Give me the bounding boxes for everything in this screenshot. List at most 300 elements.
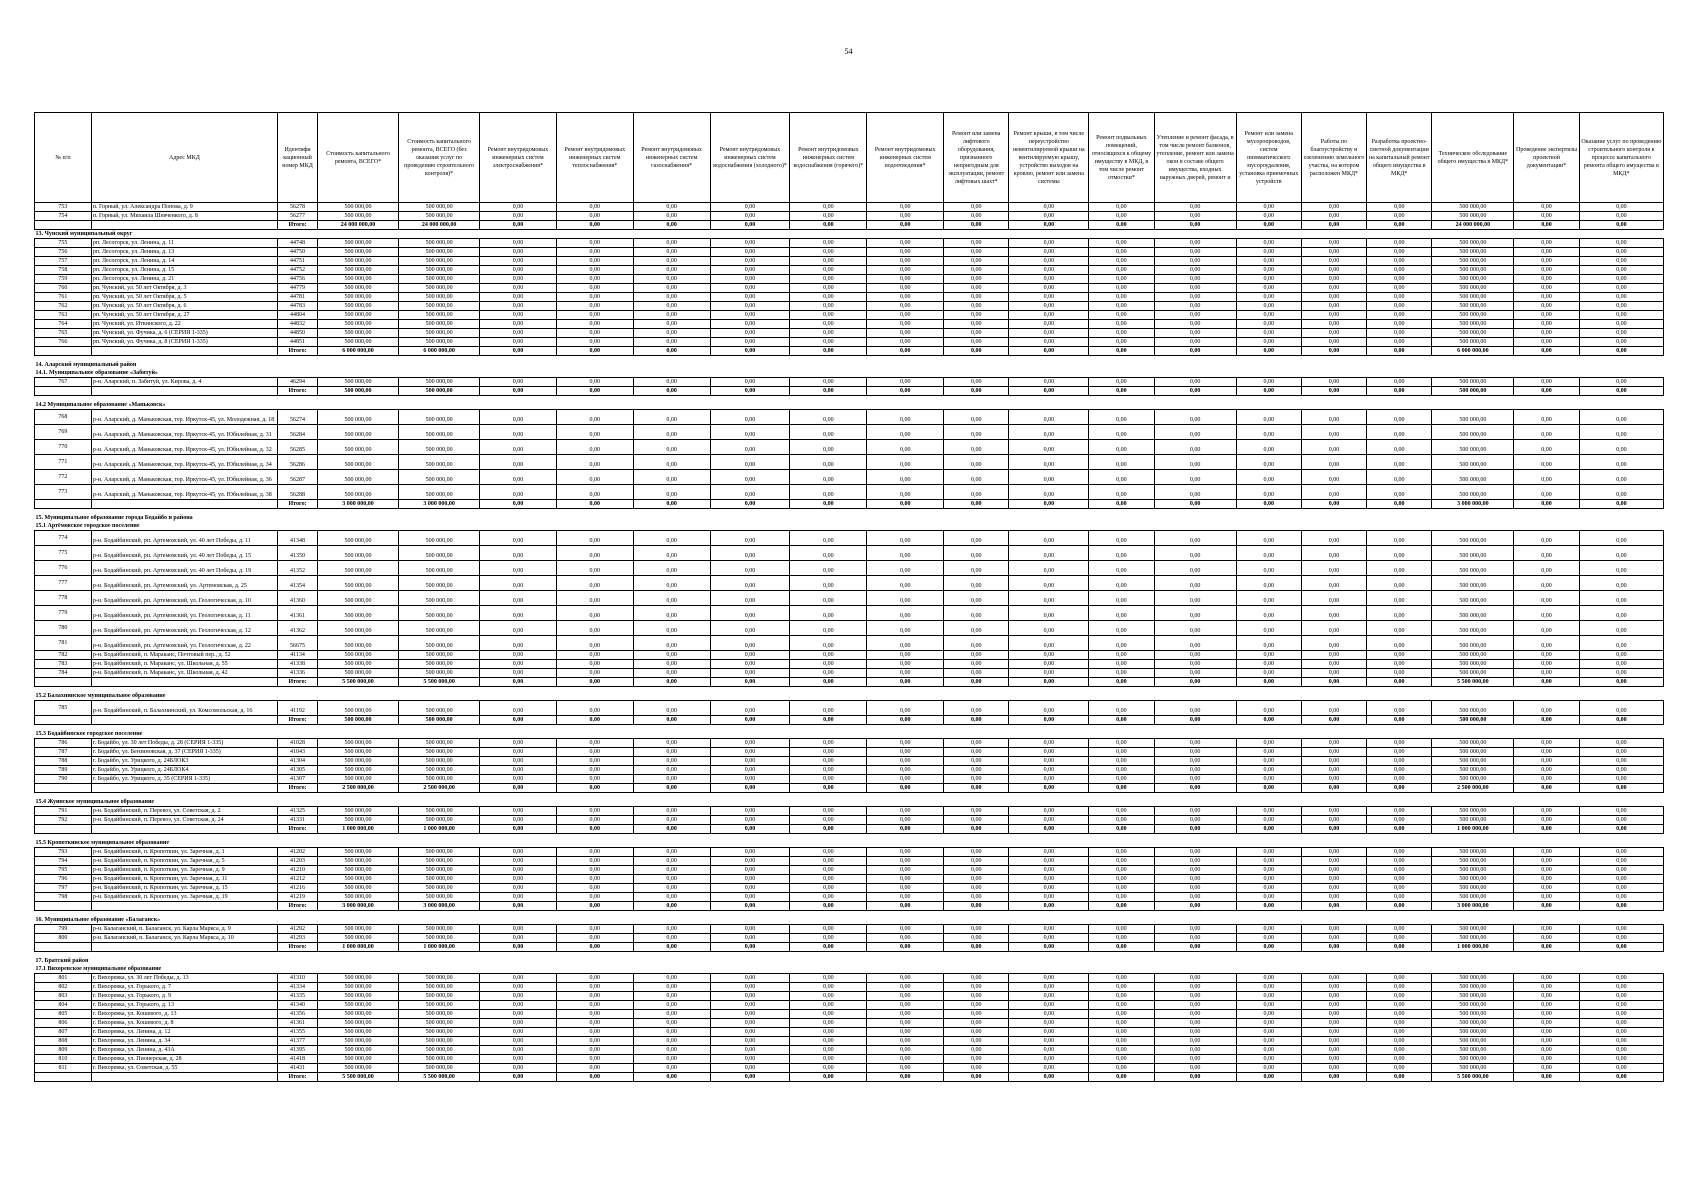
work-value-cell: 0,00: [1009, 866, 1089, 875]
work-value-cell: 0,00: [867, 669, 944, 678]
work-value-cell: 0,00: [480, 636, 557, 651]
work-value-cell: 0,00: [1236, 203, 1301, 212]
row-number-cell: 794: [35, 857, 92, 866]
work-value-cell: 0,00: [790, 591, 867, 606]
work-value-cell: 0,00: [944, 485, 1009, 500]
construction-control-cell: 0,00: [1579, 1010, 1663, 1019]
work-value-cell: 0,00: [790, 848, 867, 857]
work-value-cell: 0,00: [710, 606, 790, 621]
cost-without-control-cell: 500 000,00: [399, 531, 480, 546]
row-number-cell: 765: [35, 329, 92, 338]
technical-survey-cell: 500 000,00: [1432, 531, 1514, 546]
work-value-cell: 0,00: [710, 1028, 790, 1037]
cost-without-control-cell: 2 500 000,00: [399, 784, 480, 793]
work-value-cell: 0,00: [633, 1046, 710, 1055]
work-value-cell: 0,00: [480, 716, 557, 725]
expertise-cell: 0,00: [1514, 338, 1579, 347]
work-value-cell: 0,00: [1236, 470, 1301, 485]
work-value-cell: 0,00: [1009, 500, 1089, 509]
work-value-cell: 0,00: [1236, 284, 1301, 293]
building-id-cell: 41304: [278, 757, 318, 766]
work-value-cell: 0,00: [710, 470, 790, 485]
row-number-cell: 773: [35, 485, 92, 500]
total-row: [35, 1073, 1664, 1082]
work-value-cell: 0,00: [1009, 848, 1089, 857]
cost-without-control-cell: 24 000 000,00: [399, 221, 480, 230]
work-value-cell: 0,00: [1089, 848, 1154, 857]
work-value-cell: 0,00: [710, 248, 790, 257]
work-value-cell: 0,00: [1089, 807, 1154, 816]
construction-control-cell: 0,00: [1579, 455, 1663, 470]
expertise-cell: 0,00: [1514, 857, 1579, 866]
address-cell: [91, 716, 277, 725]
work-value-cell: 0,00: [1367, 934, 1432, 943]
expertise-cell: 0,00: [1514, 716, 1579, 725]
technical-survey-cell: 500 000,00: [1432, 1046, 1514, 1055]
work-value-cell: 0,00: [1236, 807, 1301, 816]
work-value-cell: 0,00: [1301, 766, 1366, 775]
row-number-cell: 783: [35, 660, 92, 669]
work-value-cell: 0,00: [710, 239, 790, 248]
cost-without-control-cell: 500 000,00: [399, 739, 480, 748]
work-value-cell: 0,00: [480, 546, 557, 561]
work-value-cell: 0,00: [710, 531, 790, 546]
work-value-cell: 0,00: [1301, 485, 1366, 500]
work-value-cell: 0,00: [1367, 455, 1432, 470]
work-value-cell: 0,00: [1367, 825, 1432, 834]
work-value-cell: 0,00: [1367, 378, 1432, 387]
expertise-cell: 0,00: [1514, 848, 1579, 857]
expertise-cell: 0,00: [1514, 757, 1579, 766]
work-value-cell: 0,00: [1367, 857, 1432, 866]
work-value-cell: 0,00: [710, 884, 790, 893]
work-value-cell: 0,00: [1089, 266, 1154, 275]
work-value-cell: 0,00: [1236, 455, 1301, 470]
work-value-cell: 0,00: [867, 455, 944, 470]
work-value-cell: 0,00: [1089, 775, 1154, 784]
construction-control-cell: 0,00: [1579, 739, 1663, 748]
work-value-cell: 0,00: [710, 1055, 790, 1064]
row-number-cell: 788: [35, 757, 92, 766]
cost-without-control-cell: 500 000,00: [399, 470, 480, 485]
address-cell: [91, 500, 277, 509]
work-value-cell: 0,00: [1236, 701, 1301, 716]
work-value-cell: 0,00: [1009, 893, 1089, 902]
expertise-cell: 0,00: [1514, 440, 1579, 455]
work-value-cell: 0,00: [790, 983, 867, 992]
technical-survey-cell: 500 000,00: [1432, 974, 1514, 983]
building-id-cell: 41134: [278, 651, 318, 660]
section-heading: 14. Аларский муниципальный район: [35, 362, 137, 368]
work-value-cell: 0,00: [633, 701, 710, 716]
expertise-cell: 0,00: [1514, 1073, 1579, 1082]
work-value-cell: 0,00: [710, 561, 790, 576]
total-label-cell: Итого:: [278, 678, 318, 687]
construction-control-cell: 0,00: [1579, 651, 1663, 660]
building-id-cell: 41418: [278, 1055, 318, 1064]
cost-without-control-cell: 500 000,00: [399, 410, 480, 425]
work-value-cell: 0,00: [480, 248, 557, 257]
work-value-cell: 0,00: [944, 320, 1009, 329]
work-value-cell: 0,00: [556, 329, 633, 338]
cost-without-control-cell: 500 000,00: [399, 338, 480, 347]
work-value-cell: 0,00: [1236, 248, 1301, 257]
work-value-cell: 0,00: [633, 221, 710, 230]
work-value-cell: 0,00: [944, 934, 1009, 943]
cost-total-cell: 500 000,00: [318, 606, 399, 621]
cost-total-cell: 500 000,00: [318, 669, 399, 678]
work-value-cell: 0,00: [790, 329, 867, 338]
work-value-cell: 0,00: [1301, 893, 1366, 902]
work-value-cell: 0,00: [1236, 410, 1301, 425]
expertise-cell: 0,00: [1514, 275, 1579, 284]
work-value-cell: 0,00: [480, 875, 557, 884]
technical-survey-cell: 500 000,00: [1432, 925, 1514, 934]
work-value-cell: 0,00: [1009, 257, 1089, 266]
work-value-cell: 0,00: [480, 825, 557, 834]
work-value-cell: 0,00: [1154, 925, 1236, 934]
work-value-cell: 0,00: [1367, 275, 1432, 284]
technical-survey-cell: 500 000,00: [1432, 775, 1514, 784]
work-value-cell: 0,00: [790, 701, 867, 716]
expertise-cell: 0,00: [1514, 816, 1579, 825]
work-value-cell: 0,00: [556, 320, 633, 329]
work-value-cell: 0,00: [710, 485, 790, 500]
work-value-cell: 0,00: [867, 302, 944, 311]
work-value-cell: 0,00: [1154, 293, 1236, 302]
work-value-cell: 0,00: [1089, 866, 1154, 875]
row-number-cell: 775: [35, 546, 92, 561]
work-value-cell: 0,00: [1154, 387, 1236, 396]
building-id-cell: 41348: [278, 531, 318, 546]
cost-without-control-cell: 500 000,00: [399, 1037, 480, 1046]
column-header: Стоимость капитального ремонта, ВСЕГО (без оказания услуг по проведению строительного контроля)*: [399, 113, 480, 203]
work-value-cell: 0,00: [556, 848, 633, 857]
work-value-cell: 0,00: [867, 425, 944, 440]
section-heading: 15. Муниципальное образование города Бодайбо и района: [35, 515, 193, 521]
column-header: Ремонт внутридомовых инженерных систем электроснабжения*: [480, 113, 557, 203]
work-value-cell: 0,00: [1154, 943, 1236, 952]
work-value-cell: 0,00: [867, 1064, 944, 1073]
section-heading-row: [35, 798, 1664, 807]
building-id-cell: 56278: [278, 203, 318, 212]
work-value-cell: 0,00: [790, 266, 867, 275]
work-value-cell: 0,00: [556, 739, 633, 748]
total-row: [35, 943, 1664, 952]
section-heading-row: [35, 839, 1664, 848]
address-cell: р-н. Бодайбинский, п. Кропоткин, ул. Заречная, д. 11: [91, 875, 277, 884]
address-cell: р-н. Бодайбинский, рп. Артемовский, ул. Артемовская, д. 25: [91, 576, 277, 591]
work-value-cell: 0,00: [1236, 784, 1301, 793]
building-id-cell: 41431: [278, 1064, 318, 1073]
work-value-cell: 0,00: [710, 257, 790, 266]
building-id-cell: 41219: [278, 893, 318, 902]
work-value-cell: 0,00: [1089, 320, 1154, 329]
work-value-cell: 0,00: [556, 636, 633, 651]
work-value-cell: 0,00: [1301, 387, 1366, 396]
total-row: [35, 902, 1664, 911]
construction-control-cell: 0,00: [1579, 1037, 1663, 1046]
expertise-cell: 0,00: [1514, 943, 1579, 952]
work-value-cell: 0,00: [1009, 739, 1089, 748]
building-id-cell: 41202: [278, 848, 318, 857]
cost-total-cell: 500 000,00: [318, 248, 399, 257]
work-value-cell: 0,00: [867, 266, 944, 275]
address-cell: р-н. Бодайбинский, п. Кропоткин, ул. Заречная, д. 19: [91, 893, 277, 902]
work-value-cell: 0,00: [710, 221, 790, 230]
work-value-cell: 0,00: [1089, 500, 1154, 509]
work-value-cell: 0,00: [556, 1037, 633, 1046]
building-id-cell: 56277: [278, 212, 318, 221]
work-value-cell: 0,00: [1236, 660, 1301, 669]
work-value-cell: 0,00: [633, 302, 710, 311]
cost-total-cell: 500 000,00: [318, 531, 399, 546]
section-heading-row: [35, 401, 1664, 410]
technical-survey-cell: 500 000,00: [1432, 1037, 1514, 1046]
work-value-cell: 0,00: [480, 884, 557, 893]
section-heading: 13. Чунский муниципальный округ: [35, 231, 133, 237]
work-value-cell: 0,00: [1089, 766, 1154, 775]
work-value-cell: 0,00: [944, 716, 1009, 725]
work-value-cell: 0,00: [556, 275, 633, 284]
work-value-cell: 0,00: [1009, 1037, 1089, 1046]
row-number-cell: 809: [35, 1046, 92, 1055]
work-value-cell: 0,00: [944, 775, 1009, 784]
work-value-cell: 0,00: [1089, 784, 1154, 793]
work-value-cell: 0,00: [1009, 1028, 1089, 1037]
work-value-cell: 0,00: [1367, 716, 1432, 725]
work-value-cell: 0,00: [556, 757, 633, 766]
work-value-cell: 0,00: [1236, 1046, 1301, 1055]
cost-total-cell: 500 000,00: [318, 338, 399, 347]
building-id-cell: 44851: [278, 338, 318, 347]
expertise-cell: 0,00: [1514, 500, 1579, 509]
row-number-cell: 769: [35, 425, 92, 440]
table-row: [35, 302, 1664, 311]
cost-total-cell: 500 000,00: [318, 992, 399, 1001]
construction-control-cell: 0,00: [1579, 1019, 1663, 1028]
work-value-cell: 0,00: [790, 866, 867, 875]
work-value-cell: 0,00: [1236, 825, 1301, 834]
technical-survey-cell: 500 000,00: [1432, 485, 1514, 500]
work-value-cell: 0,00: [710, 866, 790, 875]
table-row: [35, 701, 1664, 716]
work-value-cell: 0,00: [1236, 716, 1301, 725]
work-value-cell: 0,00: [1154, 275, 1236, 284]
address-cell: [91, 221, 277, 230]
work-value-cell: 0,00: [1154, 1046, 1236, 1055]
row-number-cell: 790: [35, 775, 92, 784]
work-value-cell: 0,00: [1236, 739, 1301, 748]
building-id-cell: 41307: [278, 775, 318, 784]
address-cell: р-н. Балаганский, п. Балаганск, ул. Карла Маркса, д. 9: [91, 925, 277, 934]
expertise-cell: 0,00: [1514, 766, 1579, 775]
work-value-cell: 0,00: [1367, 701, 1432, 716]
table-row: [35, 320, 1664, 329]
work-value-cell: 0,00: [944, 212, 1009, 221]
work-value-cell: 0,00: [556, 546, 633, 561]
work-value-cell: 0,00: [1301, 784, 1366, 793]
cost-without-control-cell: 3 000 000,00: [399, 500, 480, 509]
work-value-cell: 0,00: [480, 816, 557, 825]
work-value-cell: 0,00: [1301, 329, 1366, 338]
cost-without-control-cell: 500 000,00: [399, 866, 480, 875]
technical-survey-cell: 500 000,00: [1432, 387, 1514, 396]
work-value-cell: 0,00: [1154, 784, 1236, 793]
row-number-cell: 795: [35, 866, 92, 875]
cost-without-control-cell: 500 000,00: [399, 893, 480, 902]
work-value-cell: 0,00: [1089, 893, 1154, 902]
cost-total-cell: 500 000,00: [318, 934, 399, 943]
building-id-cell: 41377: [278, 1037, 318, 1046]
construction-control-cell: 0,00: [1579, 902, 1663, 911]
work-value-cell: 0,00: [1009, 347, 1089, 356]
section-heading: 17.1 Вихоревское муниципальное образование: [35, 966, 162, 972]
work-value-cell: 0,00: [790, 716, 867, 725]
column-header: Ремонт внутридомовых инженерных систем теплоснабжения*: [556, 113, 633, 203]
cost-without-control-cell: 500 000,00: [399, 284, 480, 293]
work-value-cell: 0,00: [1367, 1028, 1432, 1037]
work-value-cell: 0,00: [1009, 934, 1089, 943]
work-value-cell: 0,00: [633, 807, 710, 816]
work-value-cell: 0,00: [944, 902, 1009, 911]
cost-without-control-cell: 500 000,00: [399, 748, 480, 757]
cost-total-cell: 500 000,00: [318, 1028, 399, 1037]
work-value-cell: 0,00: [633, 485, 710, 500]
work-value-cell: 0,00: [867, 239, 944, 248]
work-value-cell: 0,00: [1154, 302, 1236, 311]
construction-control-cell: 0,00: [1579, 943, 1663, 952]
cost-total-cell: 5 500 000,00: [318, 1073, 399, 1082]
work-value-cell: 0,00: [944, 1073, 1009, 1082]
construction-control-cell: 0,00: [1579, 606, 1663, 621]
work-value-cell: 0,00: [1236, 934, 1301, 943]
work-value-cell: 0,00: [944, 1019, 1009, 1028]
construction-control-cell: 0,00: [1579, 1028, 1663, 1037]
expertise-cell: 0,00: [1514, 239, 1579, 248]
work-value-cell: 0,00: [1236, 311, 1301, 320]
construction-control-cell: 0,00: [1579, 701, 1663, 716]
work-value-cell: 0,00: [1367, 636, 1432, 651]
expertise-cell: 0,00: [1514, 1046, 1579, 1055]
work-value-cell: 0,00: [1236, 925, 1301, 934]
section-heading-row: [35, 916, 1664, 925]
work-value-cell: 0,00: [556, 925, 633, 934]
cost-total-cell: 500 000,00: [318, 378, 399, 387]
cost-total-cell: 500 000,00: [318, 766, 399, 775]
work-value-cell: 0,00: [556, 775, 633, 784]
row-number-cell: 763: [35, 311, 92, 320]
technical-survey-cell: 500 000,00: [1432, 293, 1514, 302]
work-value-cell: 0,00: [944, 748, 1009, 757]
work-value-cell: 0,00: [1089, 1064, 1154, 1073]
work-value-cell: 0,00: [1089, 329, 1154, 338]
work-value-cell: 0,00: [1301, 1046, 1366, 1055]
construction-control-cell: 0,00: [1579, 621, 1663, 636]
work-value-cell: 0,00: [710, 775, 790, 784]
work-value-cell: 0,00: [1009, 1055, 1089, 1064]
section-heading: 15.4 Жуинское муниципальное образование: [35, 799, 155, 805]
technical-survey-cell: 500 000,00: [1432, 338, 1514, 347]
work-value-cell: 0,00: [710, 807, 790, 816]
expertise-cell: 0,00: [1514, 1064, 1579, 1073]
work-value-cell: 0,00: [1089, 561, 1154, 576]
work-value-cell: 0,00: [867, 701, 944, 716]
work-value-cell: 0,00: [1301, 866, 1366, 875]
cost-without-control-cell: 500 000,00: [399, 320, 480, 329]
work-value-cell: 0,00: [1301, 248, 1366, 257]
work-value-cell: 0,00: [790, 440, 867, 455]
work-value-cell: 0,00: [480, 748, 557, 757]
work-value-cell: 0,00: [944, 636, 1009, 651]
construction-control-cell: 0,00: [1579, 669, 1663, 678]
technical-survey-cell: 500 000,00: [1432, 248, 1514, 257]
expertise-cell: 0,00: [1514, 739, 1579, 748]
work-value-cell: 0,00: [710, 925, 790, 934]
work-value-cell: 0,00: [790, 651, 867, 660]
work-value-cell: 0,00: [710, 848, 790, 857]
work-value-cell: 0,00: [1236, 1028, 1301, 1037]
cost-without-control-cell: 500 000,00: [399, 925, 480, 934]
work-value-cell: 0,00: [1301, 591, 1366, 606]
building-id-cell: 56288: [278, 485, 318, 500]
table-row: [35, 470, 1664, 485]
work-value-cell: 0,00: [710, 302, 790, 311]
work-value-cell: 0,00: [1009, 440, 1089, 455]
work-value-cell: 0,00: [1367, 1037, 1432, 1046]
technical-survey-cell: 500 000,00: [1432, 669, 1514, 678]
work-value-cell: 0,00: [710, 875, 790, 884]
table-row: [35, 378, 1664, 387]
work-value-cell: 0,00: [944, 621, 1009, 636]
work-value-cell: 0,00: [480, 848, 557, 857]
work-value-cell: 0,00: [944, 660, 1009, 669]
work-value-cell: 0,00: [1009, 1064, 1089, 1073]
table-row: [35, 338, 1664, 347]
work-value-cell: 0,00: [1236, 485, 1301, 500]
work-value-cell: 0,00: [556, 857, 633, 866]
work-value-cell: 0,00: [1154, 1064, 1236, 1073]
work-value-cell: 0,00: [944, 239, 1009, 248]
work-value-cell: 0,00: [1367, 992, 1432, 1001]
address-cell: рп. Чунский, ул. 50 лет Октября, д. 27: [91, 311, 277, 320]
table-header-row: [35, 113, 1664, 203]
work-value-cell: 0,00: [944, 974, 1009, 983]
work-value-cell: 0,00: [710, 455, 790, 470]
address-cell: г. Вихоревка, ул. Кошевого, д. 8: [91, 1019, 277, 1028]
construction-control-cell: 0,00: [1579, 1046, 1663, 1055]
work-value-cell: 0,00: [480, 203, 557, 212]
technical-survey-cell: 500 000,00: [1432, 621, 1514, 636]
work-value-cell: 0,00: [556, 766, 633, 775]
construction-control-cell: 0,00: [1579, 212, 1663, 221]
row-number-cell: 778: [35, 591, 92, 606]
address-cell: р-н. Балаганский, п. Балаганск, ул. Карла Маркса, д. 10: [91, 934, 277, 943]
address-cell: рп. Лесогорск, ул. Ленина, д. 11: [91, 239, 277, 248]
work-value-cell: 0,00: [944, 410, 1009, 425]
expertise-cell: 0,00: [1514, 825, 1579, 834]
table-row: [35, 239, 1664, 248]
row-number-cell: [35, 1073, 92, 1082]
cost-total-cell: 500 000,00: [318, 866, 399, 875]
work-value-cell: 0,00: [944, 347, 1009, 356]
section-heading-row: [35, 514, 1664, 522]
work-value-cell: 0,00: [790, 902, 867, 911]
work-value-cell: 0,00: [1009, 766, 1089, 775]
building-id-cell: 41362: [278, 621, 318, 636]
work-value-cell: 0,00: [480, 925, 557, 934]
construction-control-cell: 0,00: [1579, 470, 1663, 485]
